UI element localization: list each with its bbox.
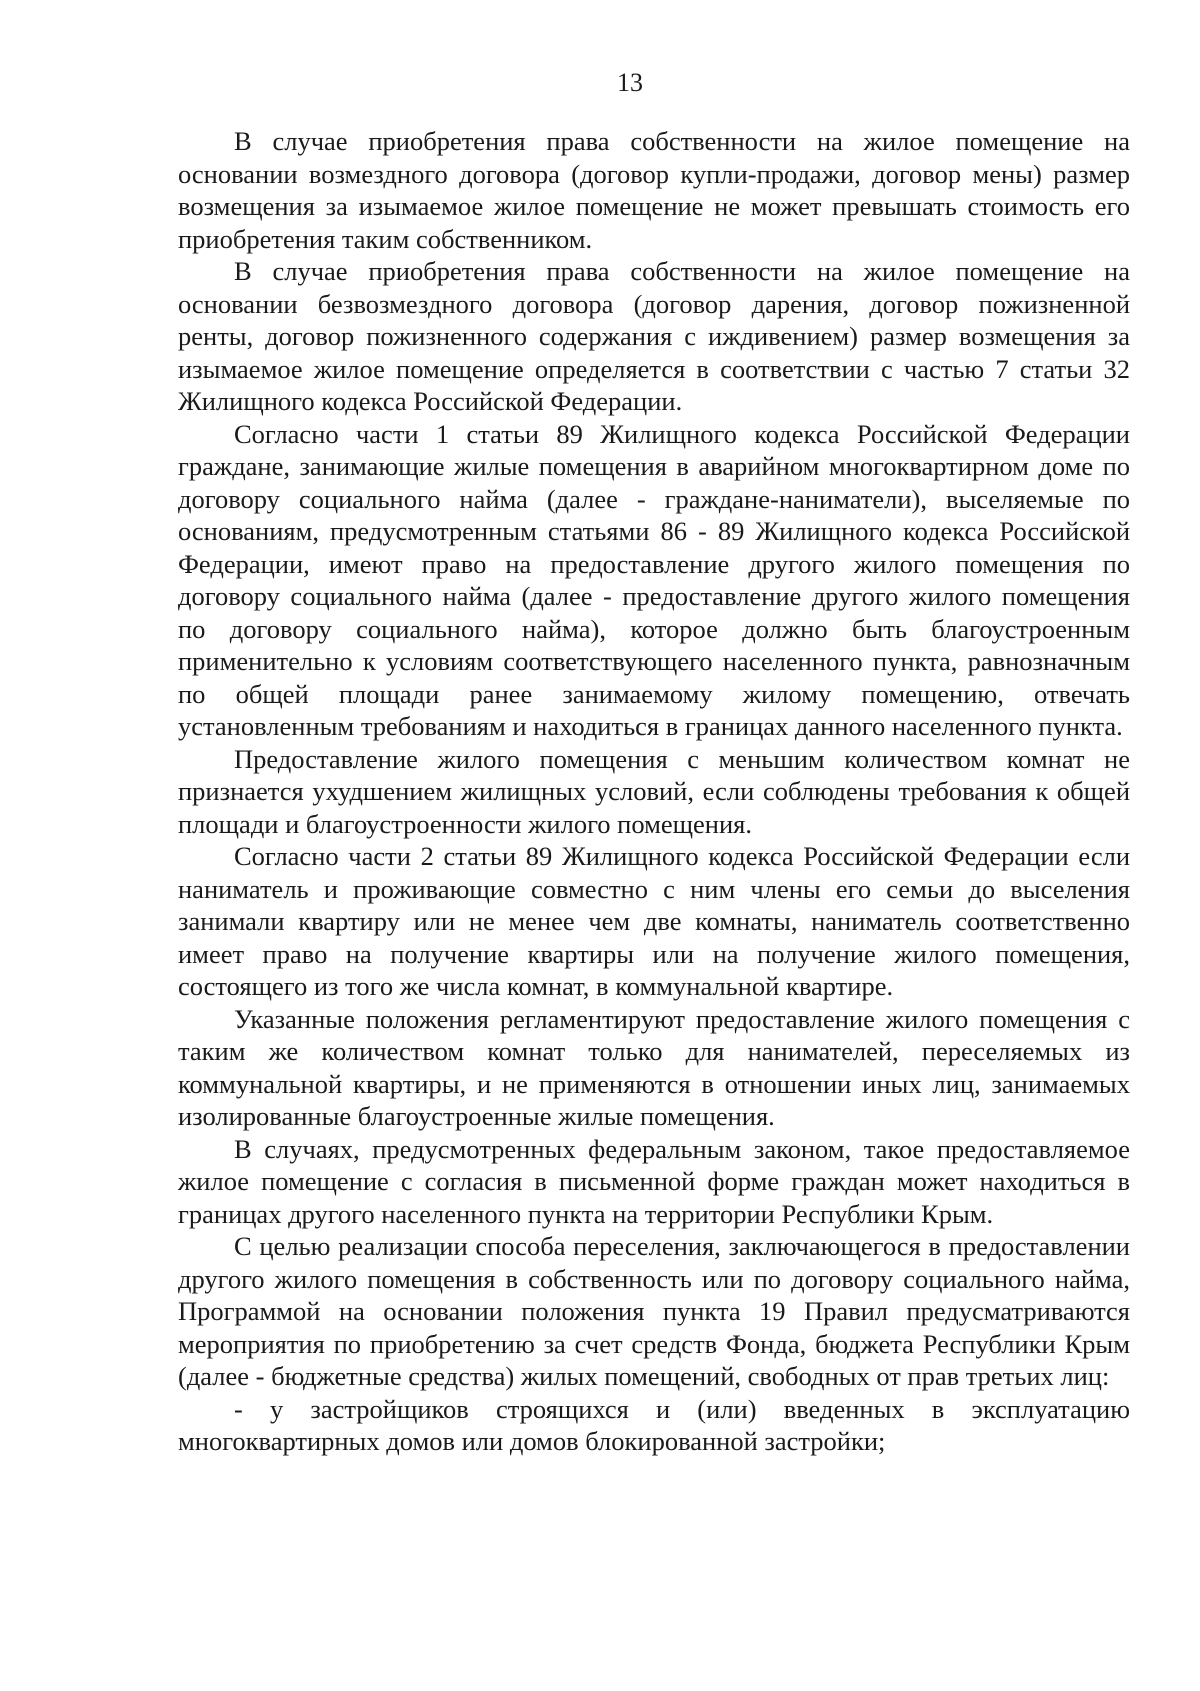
paragraph: В случаях, предусмотренных федеральным законом, такое предоставляемое жилое помещение с согласия в письменной форме граждан может находиться в границах другого населенного пункта на территории Республики Крым.	[178, 1133, 1130, 1229]
paragraph: Указанные положения регламентируют предоставление жилого помещения с таким же количеством комнат только для нанимателей, переселяемых из коммунальной квартиры, и не применяются в отношении иных лиц, занимаемых изолированные благоустроенные жилые помещения.	[178, 1003, 1130, 1131]
paragraph: В случае приобретения права собственности на жилое помещение на основании возмездного договора (договор купли-продажи, договор мены) размер возмещения за изымаемое жилое помещение не может превышать стоимость его приобретения таким собственником.	[178, 126, 1130, 254]
paragraph: С целью реализации способа переселения, заключающегося в предоставлении другого жилого помещения в собственность или по договору социального найма, Программой на основании положения пункта 19 Правил предусматриваются мероприятия по приобретению за счет средств Фонда, бюджета Республики Крым (далее - бюджетные средства) жилых помещений, свободных от прав третьих лиц:	[178, 1231, 1130, 1391]
paragraph: - у застройщиков строящихся и (или) введенных в эксплуатацию многоквартирных домов или домов блокированной застройки;	[178, 1393, 1130, 1456]
document-body	[178, 125, 1130, 1458]
paragraph: Согласно части 1 статьи 89 Жилищного кодекса Российской Федерации граждане, занимающие жилые помещения в аварийном многоквартирном доме по договору социального найма (далее - граждане-наниматели), выселяемые по основаниям, предусмотренным статьями 86 - 89 Жилищного кодекса Российской Федерации, имеют право на предоставление другого жилого помещения по договору социального найма (далее - предоставление другого жилого помещения по договору социального найма), которое должно быть благоустроенным применительно к условиям соответствующего населенного пункта, равнозначным по общей площади ранее занимаемому жилому помещению, отвечать установленным требованиям и находиться в границах данного населенного пункта.	[178, 418, 1130, 741]
paragraph: Предоставление жилого помещения с меньшим количеством комнат не признается ухудшением жилищных условий, если соблюдены требования к общей площади и благоустроенности жилого помещения.	[178, 743, 1130, 839]
page-number: 13	[617, 68, 643, 97]
paragraph: Согласно части 2 статьи 89 Жилищного кодекса Российской Федерации если наниматель и проживающие совместно с ним члены его семьи до выселения занимали квартиру или не менее чем две комнаты, наниматель соответственно имеет право на получение квартиры или на получение жилого помещения, состоящего из того же числа комнат, в коммунальной квартире.	[178, 841, 1130, 1001]
paragraph: В случае приобретения права собственности на жилое помещение на основании безвозмездного договора (договор дарения, договор пожизненной ренты, договор пожизненного содержания с иждивением) размер возмещения за изымаемое жилое помещение определяется в соответствии с частью 7 статьи 32 Жилищного кодекса Российской Федерации.	[178, 256, 1130, 416]
